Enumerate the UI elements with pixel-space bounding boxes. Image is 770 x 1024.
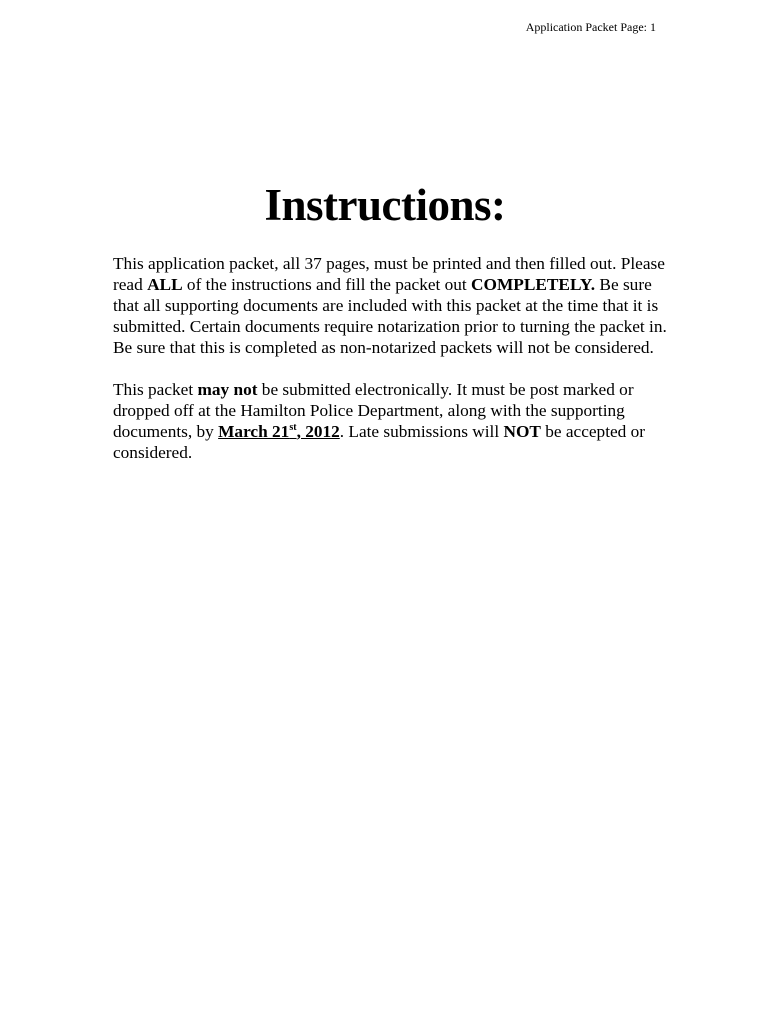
p1-text-3: Be sure that all supporting documents are included with this packet at the time that it is submitted. Certain documents require notarization prior to turning the packet in. Be sure that this is completed as non-notarized packets will not be considered. [113,275,667,357]
p1-bold-all: ALL [147,275,183,294]
deadline-date-main: March 21 [218,422,290,441]
p2-text-3: . Late submissions will [339,422,504,441]
page-header-label: Application Packet Page: 1 [525,20,656,34]
instructions-paragraph-1 [113,253,673,358]
p1-text-1: This application packet, all 37 pages, must be printed and then filled out. Please read [113,254,665,294]
instructions-paragraph-2 [113,379,673,463]
deadline-date-year: , 2012 [296,422,340,441]
page-title: Instructions: [264,180,506,230]
p2-text-1: This packet [113,380,198,399]
deadline-date [218,422,340,441]
p1-bold-completely: COMPLETELY. [471,275,596,294]
p2-text-4: be accepted or considered. [113,422,646,462]
p2-bold-not: NOT [503,422,541,441]
instructions-body [113,253,673,484]
p2-text-2: be submitted electronically. It must be post marked or dropped off at the Hamilton Police Department, along with the supporting documents, by [113,380,634,441]
p1-text-2: of the instructions and fill the packet out [182,275,472,294]
p2-bold-may-not: may not [197,380,258,399]
deadline-date-suffix: st [289,422,297,433]
